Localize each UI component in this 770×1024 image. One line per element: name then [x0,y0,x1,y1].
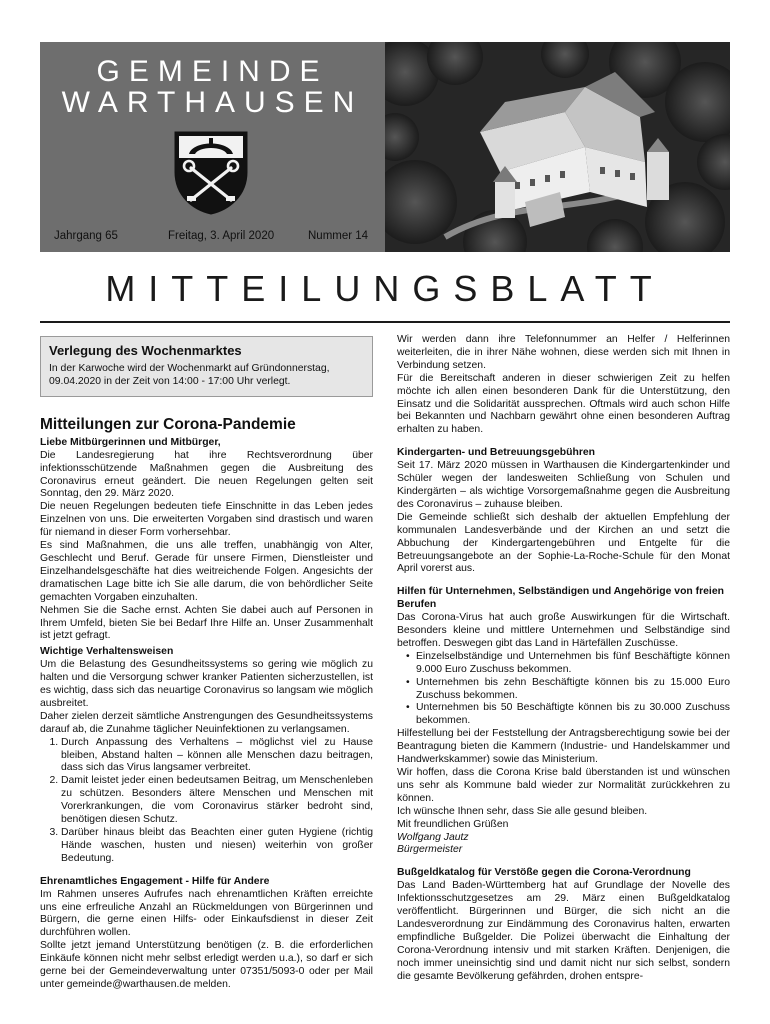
behavior-paragraph-1: Um die Belastung des Gesundheitssystems so gering wie möglich zu halten und die Versorgung schwer kranker Patienten sicherzustellen, ist es wichtig, dass sich das neuartige Coronavirus so langsam wie möglich ausbreitet. [40,659,373,709]
volunteer-paragraph-2: Sollte jetzt jemand Unterstützung benötigen (z. B. die erforderlichen Einkäufe können nicht mehr selbst erledigt werden u.a.), so darf er sich gerne bei der Gemeindeverwaltung unter 07351/5093-0 oder per Mail unter gemeinde@warthausen.de melden. [40,940,373,990]
fine-paragraph: Das Land Baden-Württemberg hat auf Grundlage der Novelle des Infektionsschutzgesetzes am 29. März einen Bußgeldkatalog veröffentlicht. Bürgerinnen und Bürger, die sich nicht an die Landesverordnung zur Eindämmung des Coronavirus halten, erwarten empfindliche Bußgelder. Die Polizei überwacht die Einhaltung der Corona-Verordnung intensiv und mit starken Kräften. Denjenigen, die noch immer uneinsichtig sind und damit nicht nur sich selbst, sondern die gesamte Bevölkerung gefährden, drohen entspre- [397,880,730,982]
issue-date: Freitag, 3. April 2020 [168,230,275,242]
title-divider [40,321,730,323]
business-paragraph-1: Das Corona-Virus hat auch große Auswirkungen für die Wirtschaft. Besonders kleine und mittlere Unternehmen und Selbständige sind betroffen. Deswegen gibt das Land in Härtefällen Zuschüsse. [397,612,730,649]
signer-name: Wolfgang Jautz [397,831,469,843]
closing-paragraph-2: Ich wünsche Ihnen sehr, dass Sie alle gesund bleiben. [397,805,648,817]
market-notice-text: In der Karwoche wird der Wochenmarkt auf Gründonnerstag, 09.04.2020 in der Zeit von 14:00 - 17:00 Uhr verlegt. [49,363,330,387]
volunteer-paragraph-1: Im Rahmen unseres Aufrufes nach ehrenamtlichen Kräften erreichte uns eine erfreuliche Anzahl an Rückmeldungen von Bürgerinnen und Bürgern, die gerne einen Hilfs- oder Einkaufsdienst in dieser Zeit durchführen wollen. [40,888,373,939]
behavior-list-item: 3. Darüber hinaus bleibt das Beachten einer guten Hygiene (richtig Hände waschen, husten und niesen) weiterhin von großer Bedeutung. [61,827,373,866]
masthead-panel [40,42,385,252]
corona-heading: Mitteilungen zur Corona-Pandemie [40,415,296,433]
kita-paragraph-2: Die Gemeinde schließt sich deshalb der aktuellen Empfehlung der kommunalen Landesverbände und der Kirchen an und setzt die Abbuchung der Kindergartengebühren und Entgelte für die Betreuungsangebote an der Sophie-La-Roche-Schule für den Monat April vorerst aus. [397,511,730,575]
kita-paragraph-1: Seit 17. März 2020 müssen in Warthausen die Kindergartenkinder und Schüler wegen der landesweiten Schließung von Schulen und Kindergärten – als wichtige Vorsorgemaßnahme gegen die Ausbreitung des Coronavirus – zuhause bleiben. [397,460,730,510]
closing-greeting: Mit freundlichen Grüßen [397,818,509,830]
business-heading: Hilfen für Unternehmen, Selbständigen und Angehörige von freien Berufen [397,586,724,611]
business-paragraph-2: Hilfestellung bei der Feststellung der Antragsberechtigung sowie bei der Beantragung bieten die Kammern (Industrie- und Handelskammer und Handwerkskammer) sowie das Ministerium. [397,728,730,766]
business-bullet-item: • Einzelselbständige und Unternehmen bis fünf Beschäftigte können 9.000 Euro Zuschuss bekommen. [407,651,730,677]
helper-paragraph-1: Wir werden dann ihre Telefonnummer an Helfer / Helferinnen weiterleiten, die in ihrer Nähe wohnen, diese werden sich mit Ihnen in Verbindung setzen. [397,334,730,371]
behavior-paragraph-2: Daher zielen derzeit sämtliche Anstrengungen des Gesundheitssystems darauf ab, die Zunahme täglicher Neuinfektionen zu verlangsamen. [40,710,373,735]
volunteer-heading: Ehrenamtliches Engagement - Hilfe für Andere [40,875,270,887]
coat-of-arms-icon [171,128,251,216]
castle-aerial-photo [385,42,730,252]
market-notice-title: Verlegung des Wochenmarktes [49,343,242,358]
masthead [40,42,730,252]
corona-paragraph-3: Es sind Maßnahmen, die uns alle treffen, unabhängig von Alter, Geschlecht und Beruf. Gerade für unsere Firmen, Dienstleister und Einzelhandelsgeschäfte hat dies weitreichende Folgen. Angesichts der dramatischen Lage bitte ich Sie alle darum, die von behördlicher Seite gemachten Vorgaben einzuhalten. [40,540,373,603]
issue-info [40,230,385,250]
issue-number: Nummer 14 [308,230,369,242]
newsletter-title: MITTEILUNGSBLATT [105,268,665,309]
castle-photo-image [385,42,730,252]
fine-heading: Bußgeldkatalog für Verstöße gegen die Corona-Verordnung [397,867,691,879]
town-name-line2: WARTHAUSEN [61,86,364,119]
corona-paragraph-1: Die Landesregierung hat ihre Rechtsverordnung über infektionsschützende Maßnahmen gegen die Ausbreitung des Coronavirus erneut geändert. Die neuen Regelungen gelten seit Sonntag, den 29. März 2020. [40,449,373,500]
left-column [40,336,373,992]
kita-heading: Kindergarten- und Betreuungsgebühren [397,447,596,459]
issue-volume: Jahrgang 65 [54,230,118,242]
greeting: Liebe Mitbürgerinnen und Mitbürger, [40,436,221,448]
behavior-list [40,737,373,866]
town-name [40,56,385,118]
town-name-line1: GEMEINDE [96,55,329,88]
behavior-list-item: 1. Durch Anpassung des Verhaltens – möglichst viel zu Hause bleiben, Abstand halten – können alle Menschen dazu beitragen, dass sich das Virus langsamer verbreitet. [61,737,373,776]
behavior-list-item: 2. Damit leistet jeder einen bedeutsamen Beitrag, um Menschenleben zu schützen. Besonders ältere Menschen und Menschen mit Vorerkrankungen, die vom Coronavirus stärker bedroht sind, benötigen diesen Schutz. [61,775,373,827]
right-column [397,334,730,984]
business-bullet-item: • Unternehmen bis 50 Beschäftigte können bis zu 30.000 Zuschuss bekommen. [407,702,730,728]
corona-paragraph-2: Die neuen Regelungen bedeuten tiefe Einschnitte in das Leben jedes Einzelnen von uns. Die erweiterten Vorgaben sind drastisch und waren für niemand in dieser Form vorhersehbar. [40,501,373,539]
market-notice-box [40,336,373,397]
business-bullet-item: • Unternehmen bis zehn Beschäftigte können bis zu 15.000 Euro Zuschuss bekommen. [407,677,730,703]
business-bullet-list [397,651,730,728]
corona-paragraph-4: Nehmen Sie die Sache ernst. Achten Sie dabei auch auf Personen in Ihrem Umfeld, bieten Sie bei Bedarf Ihre Hilfe an. Unser Zusammenhalt ist jetzt gefragt. [40,604,373,642]
closing-paragraph-1: Wir hoffen, dass die Corona Krise bald überstanden ist und wünschen uns sehr als Kommune bald wieder zur Normalität zurückkehren zu können. [397,767,730,804]
helper-paragraph-2: Für die Bereitschaft anderen in dieser schwierigen Zeit zu helfen möchte ich allen einen besonderen Dank für die Unterstützung, den Einsatz und die Solidarität aussprechen. Oftmals wird auch schon Hilfe bei Bekannten und Nachbarn gewährt ohne einen besonderen Auftrag erhalten zu haben. [397,372,730,436]
signer-role: Bürgermeister [397,844,463,856]
behavior-heading: Wichtige Verhaltensweisen [40,646,174,658]
